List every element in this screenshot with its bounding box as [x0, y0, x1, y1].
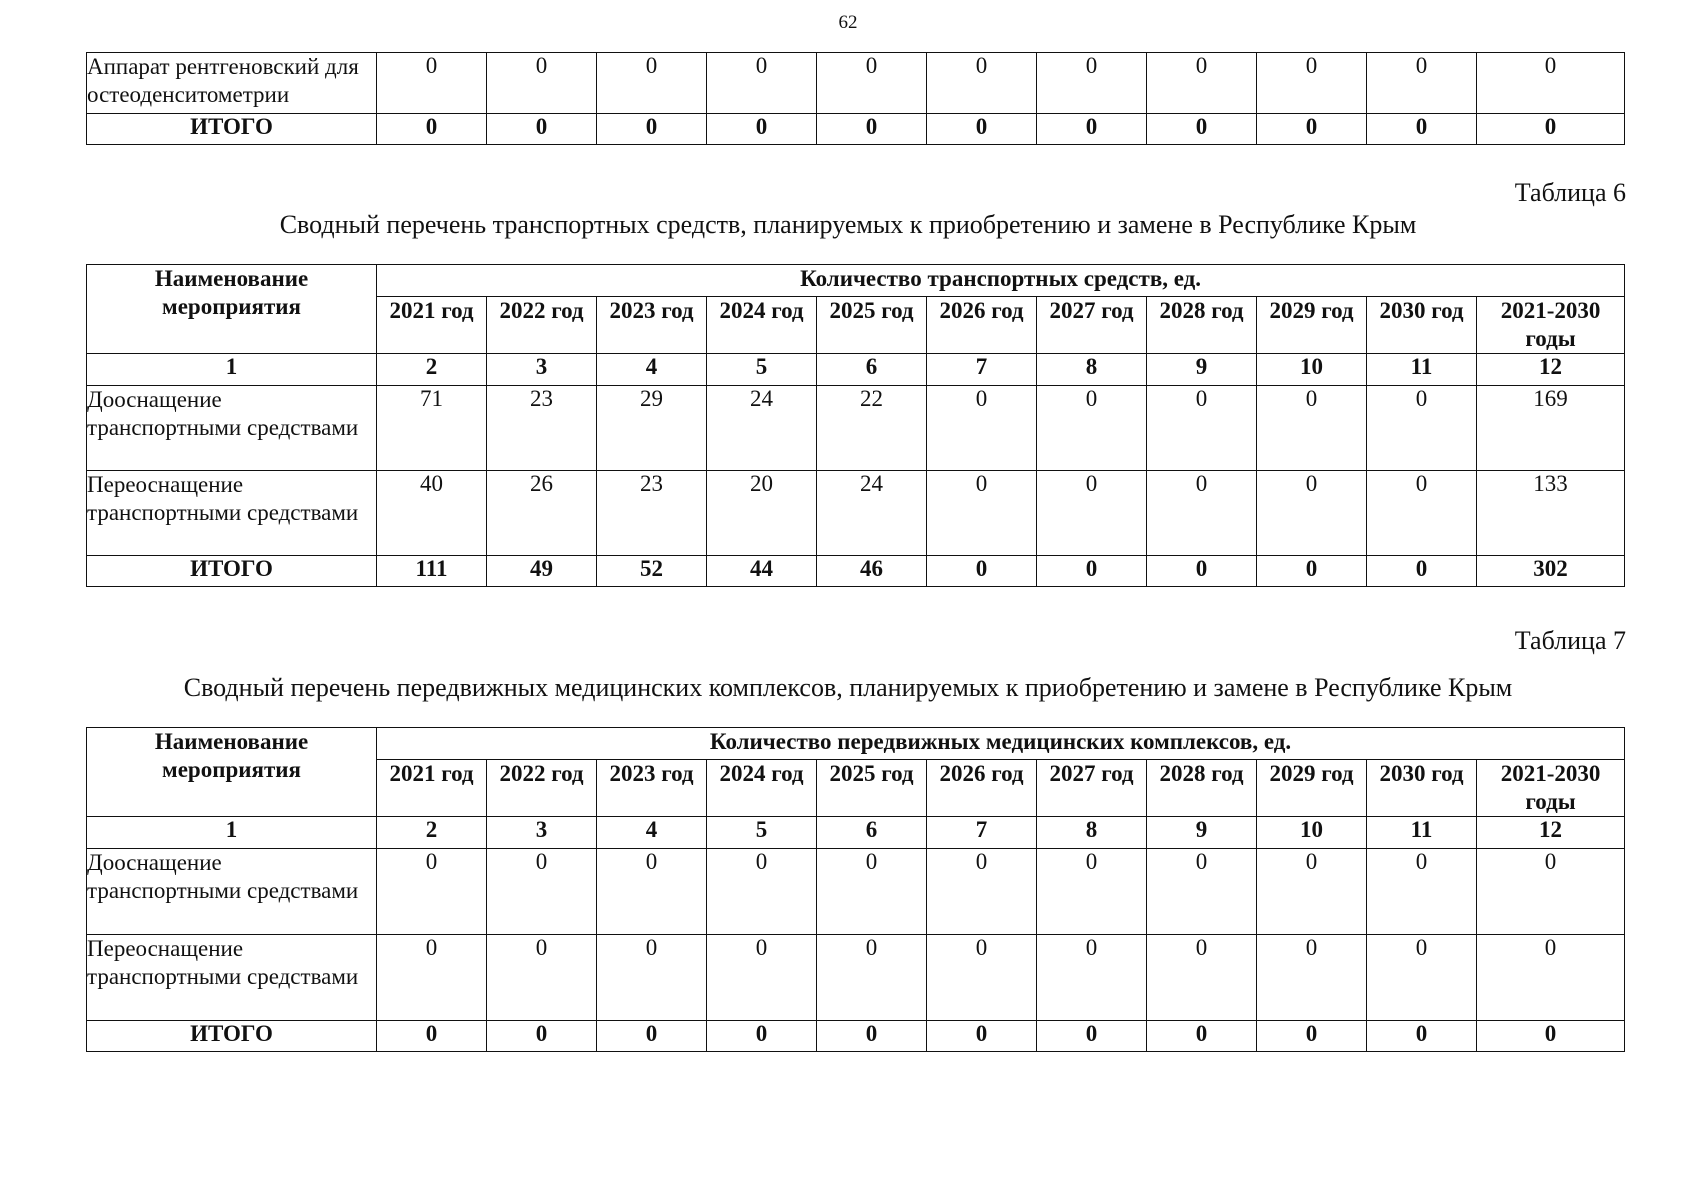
- year-header: 2021-2030 годы: [1477, 297, 1625, 354]
- cell-value: 0: [817, 935, 927, 1021]
- cell-value: 0: [927, 114, 1037, 145]
- column-number: 5: [707, 817, 817, 849]
- cell-value: 0: [487, 935, 597, 1021]
- column-number: 9: [1147, 354, 1257, 386]
- cell-value: 0: [597, 935, 707, 1021]
- name-column-header: Наименование мероприятия: [87, 728, 377, 817]
- name-column-header: Наименование мероприятия: [87, 265, 377, 354]
- column-number: 6: [817, 354, 927, 386]
- cell-value: 0: [707, 1021, 817, 1052]
- year-header: 2027 год: [1037, 297, 1147, 354]
- column-number: 9: [1147, 817, 1257, 849]
- cell-value: 0: [1037, 849, 1147, 935]
- cell-value: 0: [817, 849, 927, 935]
- cell-value: 71: [377, 386, 487, 471]
- cell-value: 0: [817, 1021, 927, 1052]
- year-header: 2029 год: [1257, 297, 1367, 354]
- cell-value: 0: [1257, 1021, 1367, 1052]
- table-row: [87, 53, 1625, 114]
- cell-value: 0: [1257, 114, 1367, 145]
- cell-value: 0: [1147, 1021, 1257, 1052]
- cell-value: 0: [597, 1021, 707, 1052]
- cell-value: 49: [487, 556, 597, 587]
- cell-value: 22: [817, 386, 927, 471]
- cell-value: 0: [487, 1021, 597, 1052]
- cell-value: 0: [377, 1021, 487, 1052]
- cell-value: 0: [487, 114, 597, 145]
- mobile-complexes-table: [86, 727, 1625, 1052]
- row-name: Аппарат рентгеновский для остеоденситометрии: [87, 53, 377, 114]
- column-number: 7: [927, 817, 1037, 849]
- cell-value: 169: [1477, 386, 1625, 471]
- column-number: 6: [817, 817, 927, 849]
- row-name: ИТОГО: [87, 556, 377, 587]
- table-row: [87, 471, 1625, 556]
- cell-value: 0: [377, 53, 487, 114]
- table-title: Сводный перечень передвижных медицинских комплексов, планируемых к приобретению и замене в Республике Крым: [183, 673, 1513, 702]
- cell-value: 26: [487, 471, 597, 556]
- column-number: 11: [1367, 354, 1477, 386]
- cell-value: 0: [1367, 935, 1477, 1021]
- column-number: 11: [1367, 817, 1477, 849]
- cell-value: 0: [1037, 53, 1147, 114]
- cell-value: 0: [1037, 935, 1147, 1021]
- year-header: 2023 год: [597, 297, 707, 354]
- cell-value: 111: [377, 556, 487, 587]
- table-row: [87, 935, 1625, 1021]
- cell-value: 0: [1367, 386, 1477, 471]
- column-number: 3: [487, 817, 597, 849]
- cell-value: 0: [707, 114, 817, 145]
- column-number: 1: [87, 817, 377, 849]
- column-number: 4: [597, 354, 707, 386]
- column-number: 4: [597, 817, 707, 849]
- table-label: Таблица 7: [1514, 626, 1626, 655]
- cell-value: 0: [597, 849, 707, 935]
- page-number: 62: [838, 12, 858, 33]
- cell-value: 44: [707, 556, 817, 587]
- cell-value: 0: [1477, 53, 1625, 114]
- cell-value: 0: [1147, 849, 1257, 935]
- equipment-table-continued: [86, 52, 1625, 145]
- cell-value: 0: [1367, 849, 1477, 935]
- cell-value: 0: [597, 114, 707, 145]
- group-header: Количество транспортных средств, ед.: [377, 265, 1625, 297]
- cell-value: 0: [1257, 849, 1367, 935]
- cell-value: 0: [1367, 114, 1477, 145]
- year-header: 2024 год: [707, 297, 817, 354]
- cell-value: 0: [1257, 556, 1367, 587]
- cell-value: 0: [707, 935, 817, 1021]
- cell-value: 0: [377, 935, 487, 1021]
- cell-value: 0: [1147, 386, 1257, 471]
- cell-value: 133: [1477, 471, 1625, 556]
- cell-value: 0: [1037, 386, 1147, 471]
- cell-value: 29: [597, 386, 707, 471]
- cell-value: 0: [817, 53, 927, 114]
- column-number-row: [87, 354, 1625, 386]
- column-number: 8: [1037, 817, 1147, 849]
- row-name: Переоснащение транспортными средствами: [87, 935, 377, 1021]
- cell-value: 0: [487, 849, 597, 935]
- row-name: Дооснащение транспортными средствами: [87, 386, 377, 471]
- year-header: 2028 год: [1147, 760, 1257, 817]
- cell-value: 0: [1367, 556, 1477, 587]
- cell-value: 0: [1477, 849, 1625, 935]
- cell-value: 0: [927, 386, 1037, 471]
- row-name: Переоснащение транспортными средствами: [87, 471, 377, 556]
- column-number: 10: [1257, 817, 1367, 849]
- year-header: 2027 год: [1037, 760, 1147, 817]
- cell-value: 0: [1477, 1021, 1625, 1052]
- cell-value: 0: [927, 556, 1037, 587]
- cell-value: 0: [817, 114, 927, 145]
- year-header: 2026 год: [927, 297, 1037, 354]
- cell-value: 0: [927, 53, 1037, 114]
- cell-value: 0: [1037, 1021, 1147, 1052]
- year-header: 2023 год: [597, 760, 707, 817]
- year-header: 2022 год: [487, 760, 597, 817]
- year-header: 2028 год: [1147, 297, 1257, 354]
- row-name: Дооснащение транспортными средствами: [87, 849, 377, 935]
- cell-value: 0: [377, 114, 487, 145]
- column-number: 2: [377, 817, 487, 849]
- cell-value: 0: [1147, 114, 1257, 145]
- year-header: 2021 год: [377, 297, 487, 354]
- table-label: Таблица 6: [1514, 178, 1626, 207]
- cell-value: 24: [817, 471, 927, 556]
- vehicles-table: [86, 264, 1625, 587]
- table-title: Сводный перечень транспортных средств, планируемых к приобретению и замене в Республике Крым: [279, 210, 1417, 239]
- row-name: ИТОГО: [87, 1021, 377, 1052]
- column-number: 5: [707, 354, 817, 386]
- year-header: 2021-2030 годы: [1477, 760, 1625, 817]
- cell-value: 0: [707, 849, 817, 935]
- cell-value: 23: [487, 386, 597, 471]
- column-number: 10: [1257, 354, 1367, 386]
- cell-value: 0: [1257, 53, 1367, 114]
- year-header: 2029 год: [1257, 760, 1367, 817]
- group-header: Количество передвижных медицинских комплексов, ед.: [377, 728, 1625, 760]
- cell-value: 0: [597, 53, 707, 114]
- column-number: 2: [377, 354, 487, 386]
- cell-value: 0: [1367, 1021, 1477, 1052]
- cell-value: 0: [1257, 471, 1367, 556]
- cell-value: 0: [1147, 53, 1257, 114]
- cell-value: 0: [1367, 471, 1477, 556]
- table-row: [87, 386, 1625, 471]
- cell-value: 52: [597, 556, 707, 587]
- cell-value: 0: [707, 53, 817, 114]
- year-header: 2026 год: [927, 760, 1037, 817]
- cell-value: 0: [1477, 935, 1625, 1021]
- cell-value: 0: [1257, 386, 1367, 471]
- cell-value: 0: [1037, 114, 1147, 145]
- cell-value: 0: [1037, 556, 1147, 587]
- column-number: 8: [1037, 354, 1147, 386]
- column-number: 12: [1477, 354, 1625, 386]
- year-header: 2025 год: [817, 297, 927, 354]
- table-row: [87, 849, 1625, 935]
- year-header: 2022 год: [487, 297, 597, 354]
- cell-value: 0: [927, 471, 1037, 556]
- cell-value: 0: [927, 935, 1037, 1021]
- cell-value: 0: [1477, 114, 1625, 145]
- cell-value: 0: [1037, 471, 1147, 556]
- column-number: 12: [1477, 817, 1625, 849]
- column-number: 7: [927, 354, 1037, 386]
- total-row: [87, 556, 1625, 587]
- cell-value: 23: [597, 471, 707, 556]
- cell-value: 0: [1147, 471, 1257, 556]
- year-header: 2024 год: [707, 760, 817, 817]
- total-row: [87, 1021, 1625, 1052]
- column-number: 3: [487, 354, 597, 386]
- cell-value: 0: [1147, 935, 1257, 1021]
- cell-value: 40: [377, 471, 487, 556]
- total-row: [87, 114, 1625, 145]
- cell-value: 0: [1367, 53, 1477, 114]
- year-header: 2030 год: [1367, 297, 1477, 354]
- column-number: 1: [87, 354, 377, 386]
- year-header: 2021 год: [377, 760, 487, 817]
- cell-value: 24: [707, 386, 817, 471]
- cell-value: 20: [707, 471, 817, 556]
- year-header: 2025 год: [817, 760, 927, 817]
- cell-value: 302: [1477, 556, 1625, 587]
- cell-value: 0: [927, 1021, 1037, 1052]
- cell-value: 0: [1147, 556, 1257, 587]
- column-number-row: [87, 817, 1625, 849]
- year-header: 2030 год: [1367, 760, 1477, 817]
- cell-value: 46: [817, 556, 927, 587]
- cell-value: 0: [927, 849, 1037, 935]
- cell-value: 0: [377, 849, 487, 935]
- cell-value: 0: [487, 53, 597, 114]
- row-name: ИТОГО: [87, 114, 377, 145]
- cell-value: 0: [1257, 935, 1367, 1021]
